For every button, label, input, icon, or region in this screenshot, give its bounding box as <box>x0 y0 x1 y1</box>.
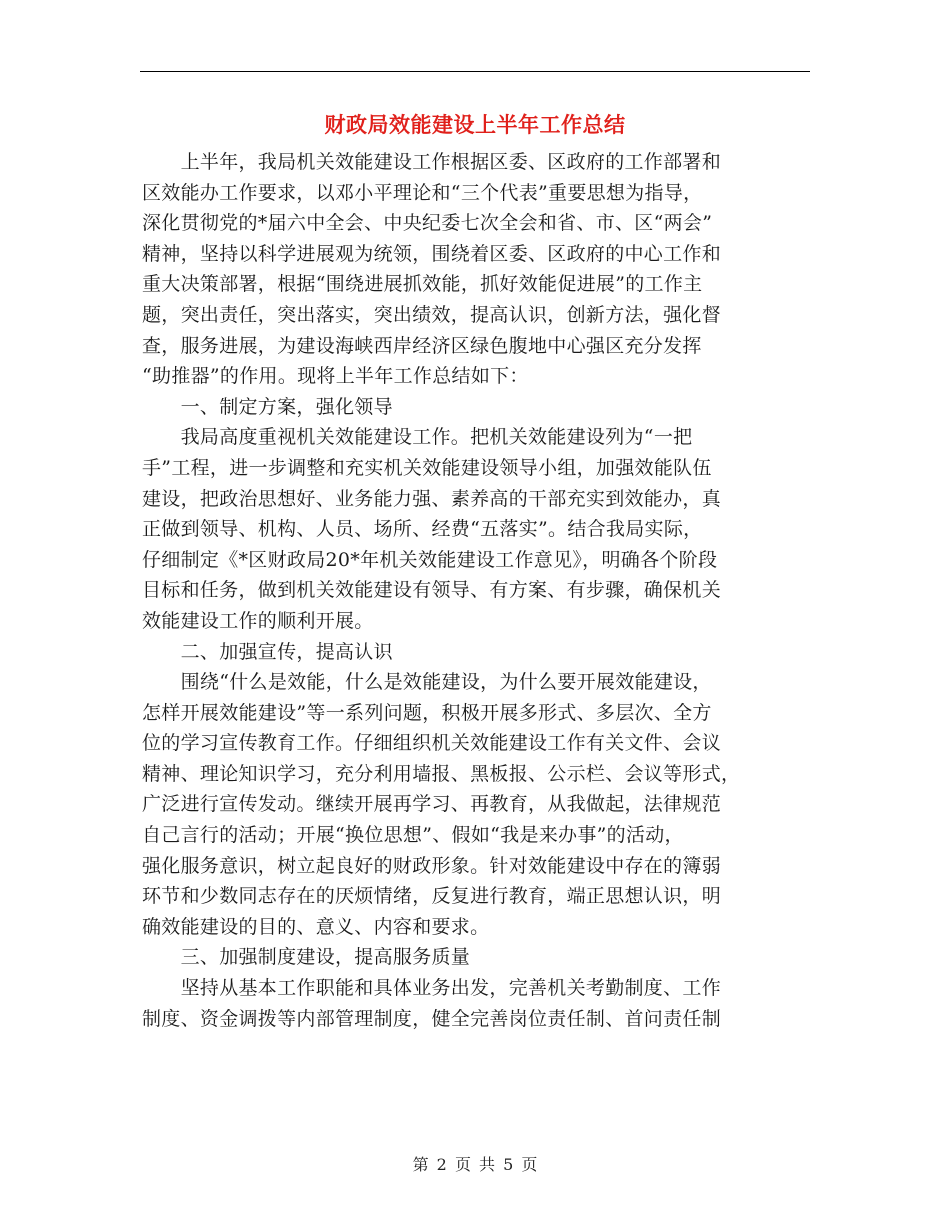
text-line: “助推器”的作用。现将上半年工作总结如下： <box>142 365 529 388</box>
text-line: 区效能办工作要求，以邓小平理论和“三个代表”重要思想为指导， <box>142 181 703 204</box>
text-line: 环节和少数同志存在的厌烦情绪，反复进行教育，端正思想认识，明 <box>142 885 722 908</box>
text-line: 正做到领导、机构、人员、场所、经费“五落实”。结合我局实际， <box>142 518 703 541</box>
text-line: 查，服务进展，为建设海峡西岸经济区绿色腹地中心强区充分发挥 <box>142 334 702 357</box>
text-line: 强化服务意识，树立起良好的财政形象。针对效能建设中存在的簿弱 <box>142 854 722 877</box>
text-line: 题，突出责任，突出落实，突出绩效，提高认识，创新方法，强化督 <box>142 303 722 326</box>
text-line: 一、制定方案，强化领导 <box>142 395 393 418</box>
text-line: 围绕“什么是效能，什么是效能建设，为什么要开展效能建设， <box>142 671 712 694</box>
header-rule <box>140 71 810 72</box>
text-line: 效能建设工作的顺利开展。 <box>142 609 374 632</box>
text-line: 精神，坚持以科学进展观为统领，围绕着区委、区政府的中心工作和 <box>142 242 722 265</box>
text-line: 仔细制定《*区财政局20*年机关效能建设工作意见》，明确各个阶段 <box>142 548 718 571</box>
text-line: 我局高度重视机关效能建设工作。把机关效能建设列为“一把 <box>142 426 693 449</box>
text-line: 广泛进行宣传发动。继续开展再学习、再教育，从我做起，法律规范 <box>142 793 722 816</box>
text-line: 自己言行的活动；开展“换位思想”、假如“我是来办事”的活动， <box>142 824 684 847</box>
text-line: 二、加强宣传，提高认识 <box>142 640 393 663</box>
text-line: 确效能建设的目的、意义、内容和要求。 <box>142 915 490 938</box>
text-line: 手”工程，进一步调整和充实机关效能建设领导小组，加强效能队伍 <box>142 456 712 479</box>
text-line: 位的学习宣传教育工作。仔细组织机关效能建设工作有关文件、会议 <box>142 732 722 755</box>
text-line: 建设，把政治思想好、业务能力强、素养高的干部充实到效能办，真 <box>142 487 722 510</box>
text-line: 怎样开展效能建设”等一系列问题，积极开展多形式、多层次、全方 <box>142 701 712 724</box>
text-line: 三、加强制度建设，提高服务质量 <box>142 946 471 969</box>
page-footer: 第 2 页 共 5 页 <box>412 1155 538 1174</box>
text-line: 上半年，我局机关效能建设工作根据区委、区政府的工作部署和 <box>142 151 722 173</box>
document-body <box>142 147 812 1034</box>
text-line: 精神、理论知识学习，充分利用墙报、黑板报、公示栏、会议等形式， <box>142 762 741 785</box>
text-line: 重大决策部署，根据“围绕进展抓效能，抓好效能促进展”的工作主 <box>142 273 703 296</box>
document-title: 财政局效能建设上半年工作总结 <box>324 112 626 137</box>
text-line: 坚持从基本工作职能和具体业务出发，完善机关考勤制度、工作 <box>142 977 722 1000</box>
text-line: 目标和任务，做到机关效能建设有领导、有方案、有步骤，确保机关 <box>142 579 722 602</box>
text-line: 制度、资金调拨等内部管理制度，健全完善岗位责任制、首问责任制 <box>142 1007 722 1030</box>
text-line: 深化贯彻党的*届六中全会、中央纪委七次全会和省、市、区“两会” <box>142 212 713 235</box>
